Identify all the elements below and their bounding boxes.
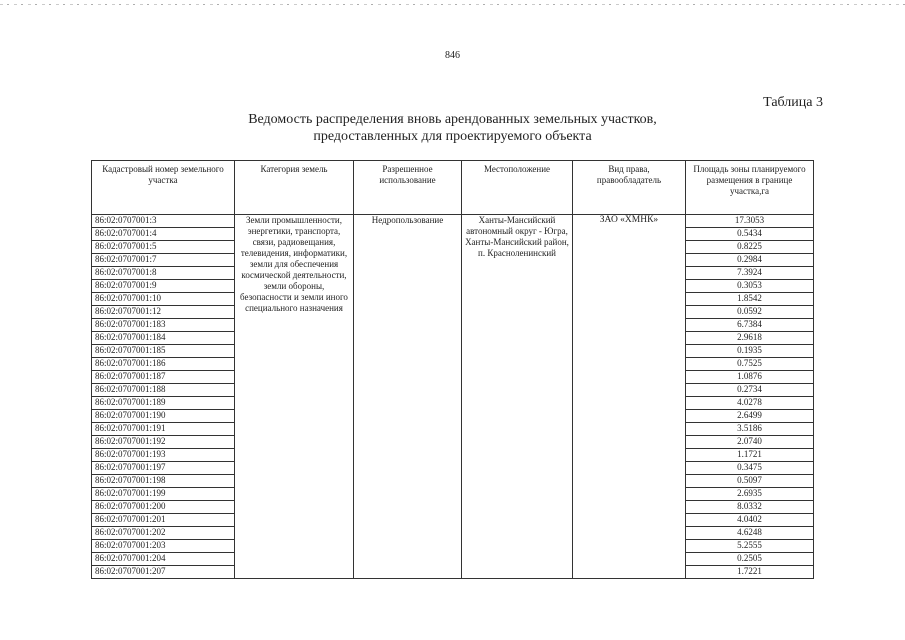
cadastral-number-cell: 86:02:0707001:183 [92, 319, 235, 332]
cadastral-number-cell: 86:02:0707001:185 [92, 345, 235, 358]
area-cell: 0.8225 [686, 241, 814, 254]
header-right-holder: Вид права, правообладатель [573, 161, 686, 215]
table-row [92, 215, 814, 228]
cadastral-number-cell: 86:02:0707001:200 [92, 501, 235, 514]
table-header-row [92, 161, 814, 215]
area-cell: 4.0278 [686, 397, 814, 410]
area-cell: 1.7221 [686, 566, 814, 579]
header-permitted-use: Разрешенное использование [354, 161, 462, 215]
cadastral-number-cell: 86:02:0707001:10 [92, 293, 235, 306]
cadastral-number-cell: 86:02:0707001:9 [92, 280, 235, 293]
area-cell: 7.3924 [686, 267, 814, 280]
area-cell: 17.3053 [686, 215, 814, 228]
area-cell: 1.1721 [686, 449, 814, 462]
cadastral-number-cell: 86:02:0707001:192 [92, 436, 235, 449]
cadastral-number-cell: 86:02:0707001:5 [92, 241, 235, 254]
area-cell: 0.2734 [686, 384, 814, 397]
permitted-use-cell: Недропользование [354, 215, 462, 579]
cadastral-number-cell: 86:02:0707001:204 [92, 553, 235, 566]
area-cell: 0.2984 [686, 254, 814, 267]
land-category-cell: Земли промышленности, энергетики, транспорта, связи, радиовещания, телевидения, информатики, земли для обеспечения космической деятельности, земли обороны, безопасности и земли иного специального назначения [235, 215, 354, 579]
cadastral-number-cell: 86:02:0707001:7 [92, 254, 235, 267]
header-cadastral-number: Кадастровый номер земельного участка [92, 161, 235, 215]
area-cell: 3.5186 [686, 423, 814, 436]
area-cell: 5.2555 [686, 540, 814, 553]
area-cell: 2.6935 [686, 488, 814, 501]
document-title [0, 111, 905, 145]
area-cell: 2.6499 [686, 410, 814, 423]
cadastral-number-cell: 86:02:0707001:12 [92, 306, 235, 319]
area-cell: 2.0740 [686, 436, 814, 449]
cadastral-number-cell: 86:02:0707001:190 [92, 410, 235, 423]
area-cell: 0.5097 [686, 475, 814, 488]
cadastral-number-cell: 86:02:0707001:201 [92, 514, 235, 527]
area-cell: 4.0402 [686, 514, 814, 527]
area-cell: 0.0592 [686, 306, 814, 319]
cadastral-number-cell: 86:02:0707001:4 [92, 228, 235, 241]
cadastral-number-cell: 86:02:0707001:207 [92, 566, 235, 579]
cadastral-number-cell: 86:02:0707001:199 [92, 488, 235, 501]
cadastral-number-cell: 86:02:0707001:191 [92, 423, 235, 436]
location-cell: Ханты-Мансийский автономный округ - Югра, Ханты-Мансийский район, п. Красноленинский [462, 215, 573, 579]
header-area: Площадь зоны планируемого размещения в границе участка,га [686, 161, 814, 215]
header-location: Местоположение [462, 161, 573, 215]
area-cell: 1.0876 [686, 371, 814, 384]
area-cell: 8.0332 [686, 501, 814, 514]
title-line-2: предоставленных для проектируемого объекта [313, 129, 592, 144]
cadastral-number-cell: 86:02:0707001:184 [92, 332, 235, 345]
scan-artifact-line [0, 4, 905, 5]
cadastral-number-cell: 86:02:0707001:8 [92, 267, 235, 280]
cadastral-number-cell: 86:02:0707001:188 [92, 384, 235, 397]
area-cell: 6.7384 [686, 319, 814, 332]
area-cell: 0.2505 [686, 553, 814, 566]
area-cell: 1.8542 [686, 293, 814, 306]
cadastral-number-cell: 86:02:0707001:189 [92, 397, 235, 410]
area-cell: 0.7525 [686, 358, 814, 371]
area-cell: 0.3475 [686, 462, 814, 475]
area-cell: 4.6248 [686, 527, 814, 540]
table-body [92, 215, 814, 579]
cadastral-number-cell: 86:02:0707001:186 [92, 358, 235, 371]
area-cell: 2.9618 [686, 332, 814, 345]
area-cell: 0.1935 [686, 345, 814, 358]
area-cell: 0.3053 [686, 280, 814, 293]
land-plots-table [91, 160, 814, 579]
cadastral-number-cell: 86:02:0707001:3 [92, 215, 235, 228]
cadastral-number-cell: 86:02:0707001:203 [92, 540, 235, 553]
cadastral-number-cell: 86:02:0707001:193 [92, 449, 235, 462]
cadastral-number-cell: 86:02:0707001:187 [92, 371, 235, 384]
header-land-category: Категория земель [235, 161, 354, 215]
right-holder-cell: ЗАО «ХМНК» [573, 215, 686, 579]
cadastral-number-cell: 86:02:0707001:198 [92, 475, 235, 488]
title-line-1: Ведомость распределения вновь арендованных земельных участков, [248, 112, 657, 127]
page-number: 846 [445, 50, 460, 61]
table-label: Таблица 3 [763, 95, 823, 110]
cadastral-number-cell: 86:02:0707001:197 [92, 462, 235, 475]
area-cell: 0.5434 [686, 228, 814, 241]
cadastral-number-cell: 86:02:0707001:202 [92, 527, 235, 540]
